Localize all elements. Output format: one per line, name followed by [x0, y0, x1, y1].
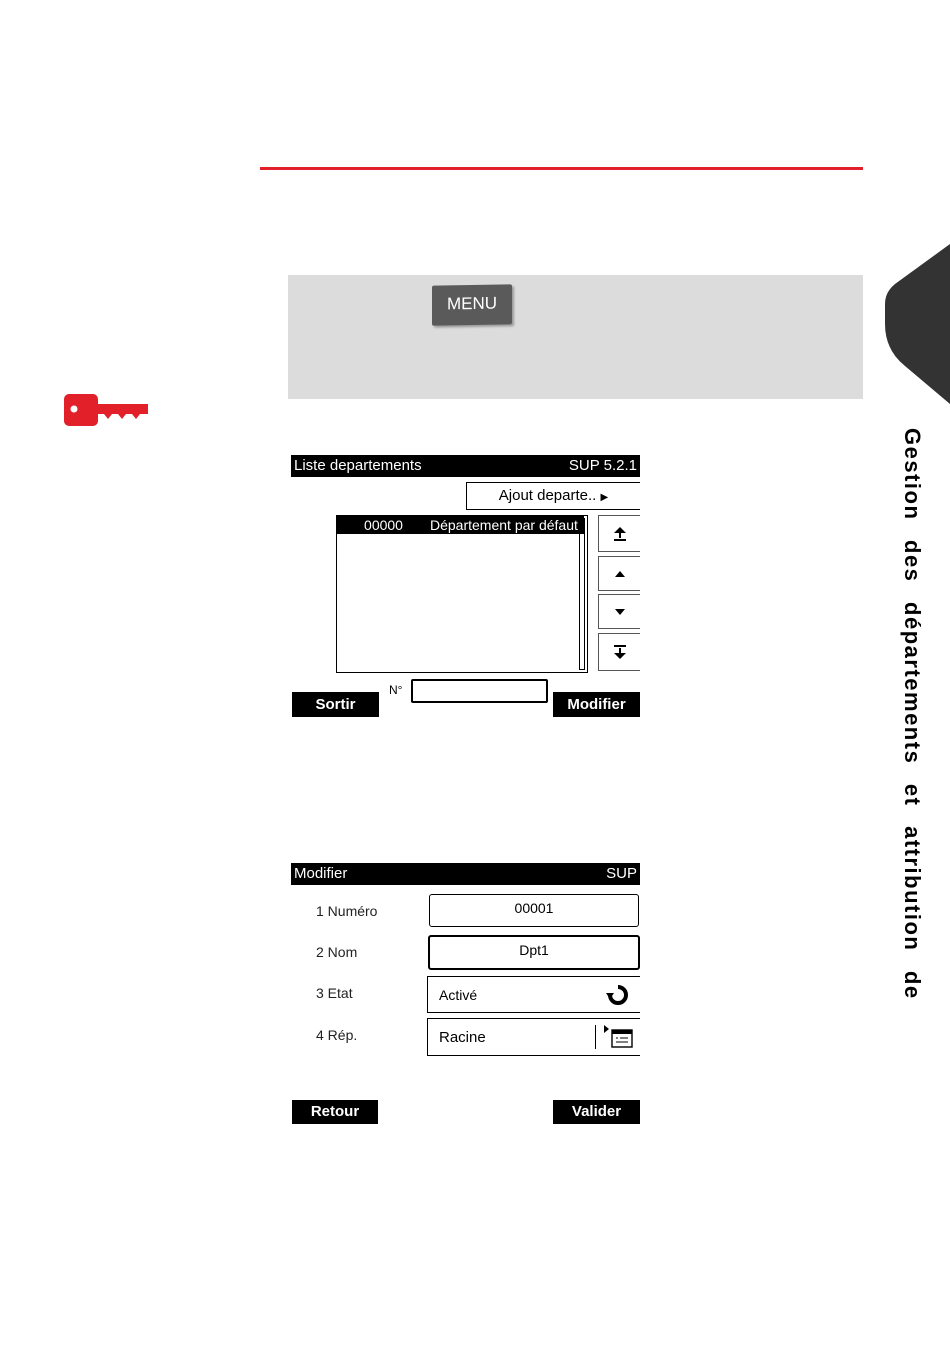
screen-title: Liste departements	[294, 457, 422, 474]
list-item-name: Département par défaut	[430, 517, 578, 533]
list-item[interactable]	[337, 516, 584, 534]
modify-department-screen	[291, 863, 640, 1125]
exit-button[interactable]: Sortir	[292, 692, 379, 717]
supervisor-key-icon	[64, 394, 150, 426]
cycle-icon	[606, 984, 630, 1006]
number-label: N°	[389, 683, 403, 697]
screen-code: SUP 5.2.1	[568, 457, 637, 474]
number-field-value: 00001	[514, 900, 554, 916]
scroll-up-button[interactable]	[598, 556, 640, 591]
scroll-top-icon	[613, 526, 627, 542]
state-value: Activé	[439, 986, 478, 1003]
name-field-label: 2 Nom	[316, 944, 358, 960]
instruction-band	[288, 275, 863, 399]
scroll-down-button[interactable]	[598, 594, 640, 629]
department-list[interactable]	[336, 515, 588, 673]
validate-button[interactable]: Valider	[553, 1100, 640, 1124]
folder-browse-icon	[604, 1025, 634, 1049]
scroll-top-button[interactable]	[598, 515, 640, 552]
folder-field[interactable]	[427, 1018, 640, 1056]
screen-title-bar	[291, 455, 640, 477]
number-field-label: 1 Numéro	[316, 903, 378, 919]
scroll-down-icon	[614, 608, 626, 616]
chapter-tab	[885, 244, 950, 404]
screen-title: Modifier	[294, 865, 348, 882]
name-field-value: Dpt1	[519, 942, 549, 958]
number-input[interactable]	[411, 679, 548, 703]
scroll-bottom-icon	[613, 644, 627, 660]
back-button[interactable]: Retour	[292, 1100, 378, 1124]
field-separator	[595, 1025, 596, 1049]
add-department-button[interactable]	[466, 482, 640, 510]
scroll-up-icon	[614, 570, 626, 578]
state-field-label: 3 Etat	[316, 985, 353, 1001]
menu-key[interactable]: MENU	[432, 284, 512, 325]
chapter-title: Gestion des départements et attribution de	[900, 428, 925, 1000]
scrollbar[interactable]	[579, 518, 585, 670]
list-item-number: 00000	[364, 517, 403, 533]
folder-field-label: 4 Rép.	[316, 1027, 358, 1043]
department-list-screen	[291, 455, 640, 720]
name-field[interactable]	[428, 935, 640, 970]
arrow-right-icon: ▶	[600, 492, 609, 503]
number-field[interactable]	[429, 894, 639, 927]
state-toggle[interactable]	[427, 976, 640, 1013]
modify-button[interactable]: Modifier	[553, 692, 640, 717]
add-department-label: Ajout departe..	[498, 487, 597, 504]
section-divider	[260, 167, 863, 170]
scroll-bottom-button[interactable]	[598, 633, 640, 671]
folder-value: Racine	[439, 1028, 486, 1046]
screen-code: SUP	[606, 865, 637, 882]
screen-title-bar	[291, 863, 640, 885]
